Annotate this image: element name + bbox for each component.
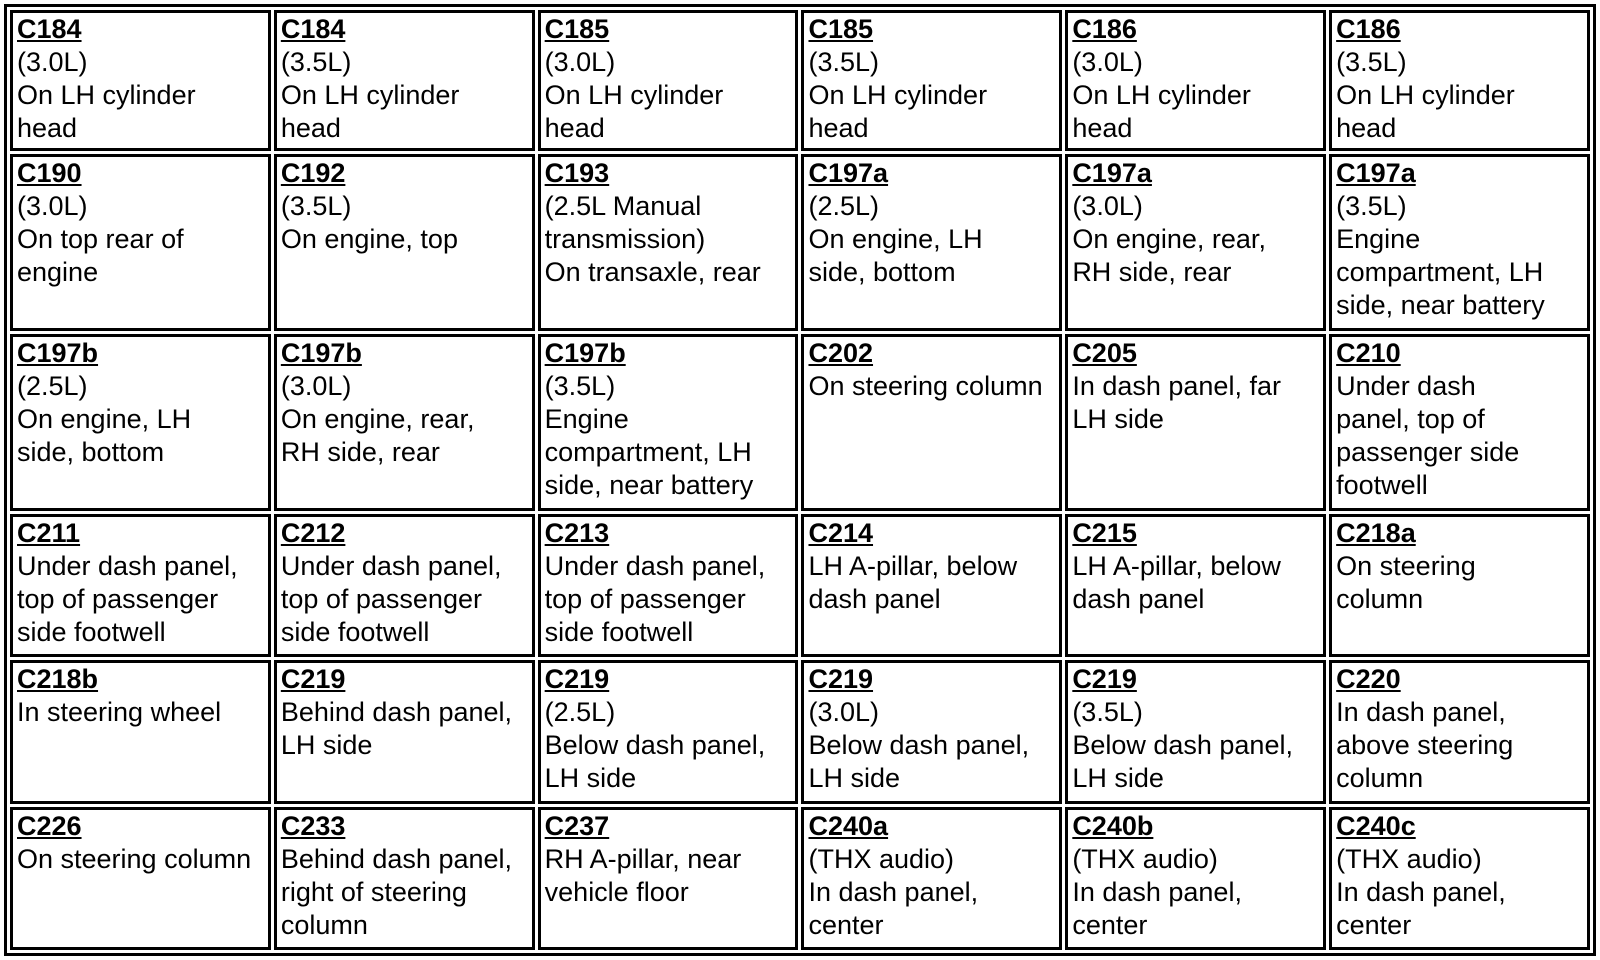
connector-code: C197a (1072, 158, 1152, 189)
connector-code: C218b (17, 664, 99, 695)
table-row (10, 807, 1590, 950)
connector-code: C192 (280, 158, 346, 189)
connector-code: C197b (280, 338, 362, 369)
connector-cell (10, 334, 271, 511)
connector-location: On LH cylinder head (280, 80, 460, 143)
connector-cell (801, 660, 1062, 803)
connector-cell (274, 660, 535, 803)
connector-variant: (3.5L) (1336, 191, 1407, 222)
connector-location: On LH cylinder head (1336, 80, 1515, 143)
connector-location: In steering wheel (17, 697, 222, 728)
connector-code: C219 (1072, 664, 1137, 695)
connector-location: In dash panel, center (808, 876, 979, 940)
connector-variant: (3.0L) (17, 191, 88, 222)
connector-location: On steering column (808, 371, 1043, 402)
connector-code: C237 (544, 810, 610, 841)
connector-code: C197a (808, 158, 889, 189)
connector-code: C186 (1336, 14, 1401, 44)
connector-location: Under dash panel, top of passenger side footwell (17, 550, 238, 647)
connector-cell (10, 807, 271, 950)
connector-variant: (3.0L) (17, 47, 88, 77)
connector-location: Below dash panel, LH side (544, 730, 766, 794)
connector-location: On LH cylinder head (1072, 80, 1251, 143)
table-row (10, 660, 1590, 803)
connector-code: C240a (808, 810, 889, 841)
connector-location: LH A-pillar, below dash panel (808, 550, 1018, 614)
connector-cell (1065, 334, 1326, 511)
connector-location: On steering column (1336, 550, 1476, 614)
connector-cell (1329, 660, 1590, 803)
connector-code: C218a (1336, 517, 1416, 548)
connector-cell (538, 334, 799, 511)
connector-cell (1329, 10, 1590, 151)
connector-code: C184 (17, 14, 82, 44)
connector-location: In dash panel, center (1336, 876, 1506, 940)
connector-variant: (3.5L) (544, 371, 616, 402)
connector-code: C205 (1072, 338, 1137, 369)
table-row (10, 334, 1590, 511)
connector-code: C212 (280, 517, 346, 548)
table-row (10, 10, 1590, 151)
connector-location: In dash panel, far LH side (1072, 371, 1281, 435)
connector-cell (801, 334, 1062, 511)
connector-code: C219 (280, 664, 346, 695)
connector-cell (1065, 10, 1326, 151)
connector-location: On LH cylinder head (544, 80, 724, 143)
connector-cell (538, 154, 799, 331)
connector-cell (801, 154, 1062, 331)
connector-code: C220 (1336, 664, 1401, 695)
connector-location: Behind dash panel, right of steering column (280, 843, 513, 940)
connector-location: Under dash panel, top of passenger side footwell (1336, 371, 1520, 501)
connector-code: C185 (808, 14, 874, 44)
connector-location: On top rear of engine (17, 224, 184, 288)
connector-cell (274, 154, 535, 331)
connector-variant: (3.0L) (1072, 191, 1143, 222)
connector-variant: (3.5L) (1336, 47, 1407, 77)
connector-location: Under dash panel, top of passenger side footwell (544, 550, 766, 647)
connector-variant: (3.5L) (1072, 697, 1143, 728)
connector-cell (274, 334, 535, 511)
connector-cell (801, 807, 1062, 950)
connector-cell (538, 10, 799, 151)
connector-code: C211 (17, 517, 81, 548)
connector-variant: (THX audio) (1336, 843, 1482, 874)
connector-variant: (2.5L) (808, 191, 880, 222)
connector-cell (538, 807, 799, 950)
connector-code: C190 (17, 158, 82, 189)
connector-cell (10, 154, 271, 331)
connector-location: Below dash panel, LH side (1072, 730, 1293, 794)
connector-code: C219 (544, 664, 610, 695)
connector-code: C197a (1336, 158, 1416, 189)
connector-location: RH A-pillar, near vehicle floor (544, 843, 742, 907)
connector-cell (801, 514, 1062, 657)
connector-cell (10, 660, 271, 803)
table-row (10, 154, 1590, 331)
connector-code: C197b (544, 338, 626, 369)
connector-location: On engine, top (280, 224, 458, 255)
connector-cell (274, 10, 535, 151)
connector-variant: (3.5L) (808, 47, 880, 77)
connector-cell (1065, 154, 1326, 331)
connector-location: Behind dash panel, LH side (280, 697, 513, 761)
connector-location: On engine, rear, RH side, rear (1072, 224, 1266, 288)
connector-cell (801, 10, 1062, 151)
connector-variant: (3.0L) (280, 371, 352, 402)
connector-cell (10, 10, 271, 151)
connector-variant: (2.5L) (544, 697, 616, 728)
connector-code: C240b (1072, 810, 1154, 841)
connector-code: C233 (280, 810, 346, 841)
connector-cell (1329, 154, 1590, 331)
connector-cell (10, 514, 271, 657)
table-row (10, 514, 1590, 657)
connector-variant: (3.0L) (544, 47, 616, 77)
connector-location: In dash panel, center (1072, 876, 1242, 940)
connector-cell (1065, 807, 1326, 950)
connector-location-table (4, 4, 1596, 956)
connector-code: C184 (280, 14, 346, 44)
connector-location: On LH cylinder head (17, 80, 196, 143)
connector-variant: (THX audio) (808, 843, 955, 874)
connector-cell (1329, 334, 1590, 511)
connector-code: C202 (808, 338, 874, 369)
connector-cell (1329, 807, 1590, 950)
connector-code: C197b (17, 338, 99, 369)
connector-code: C219 (808, 664, 874, 695)
connector-code: C210 (1336, 338, 1401, 369)
connector-location: In dash panel, above steering column (1336, 697, 1514, 794)
connector-code: C193 (544, 158, 610, 189)
connector-location: On steering column (17, 843, 252, 874)
connector-cell (1329, 514, 1590, 657)
connector-location: Below dash panel, LH side (808, 730, 1030, 794)
connector-code: C240c (1336, 810, 1416, 841)
connector-cell (538, 514, 799, 657)
connector-code: C214 (808, 517, 874, 548)
connector-variant: (3.5L) (280, 191, 352, 222)
connector-location: LH A-pillar, below dash panel (1072, 550, 1281, 614)
connector-variant: (2.5L) (17, 371, 88, 402)
connector-variant: (3.0L) (1072, 47, 1143, 77)
connector-cell (1065, 660, 1326, 803)
connector-code: C185 (544, 14, 610, 44)
connector-code: C186 (1072, 14, 1137, 44)
connector-location: Under dash panel, top of passenger side footwell (280, 550, 502, 647)
connector-cell (1065, 514, 1326, 657)
connector-code: C226 (17, 810, 82, 841)
connector-location: On engine, LH side, bottom (808, 224, 983, 288)
connector-cell (274, 807, 535, 950)
connector-location: On engine, rear, RH side, rear (280, 404, 475, 468)
connector-cell (274, 514, 535, 657)
connector-code: C213 (544, 517, 610, 548)
connector-code: C215 (1072, 517, 1137, 548)
connector-variant: (THX audio) (1072, 843, 1218, 874)
connector-location: Engine compartment, LH side, near battery (544, 404, 754, 501)
table-body (10, 10, 1590, 950)
connector-location: On LH cylinder head (808, 80, 988, 143)
connector-variant: (2.5L Manual transmission) (544, 191, 706, 255)
connector-location: Engine compartment, LH side, near battery (1336, 224, 1545, 321)
connector-cell (538, 660, 799, 803)
connector-variant: (3.5L) (280, 47, 352, 77)
connector-location: On engine, LH side, bottom (17, 404, 192, 468)
connector-location: On transaxle, rear (544, 257, 761, 288)
connector-variant: (3.0L) (808, 697, 880, 728)
